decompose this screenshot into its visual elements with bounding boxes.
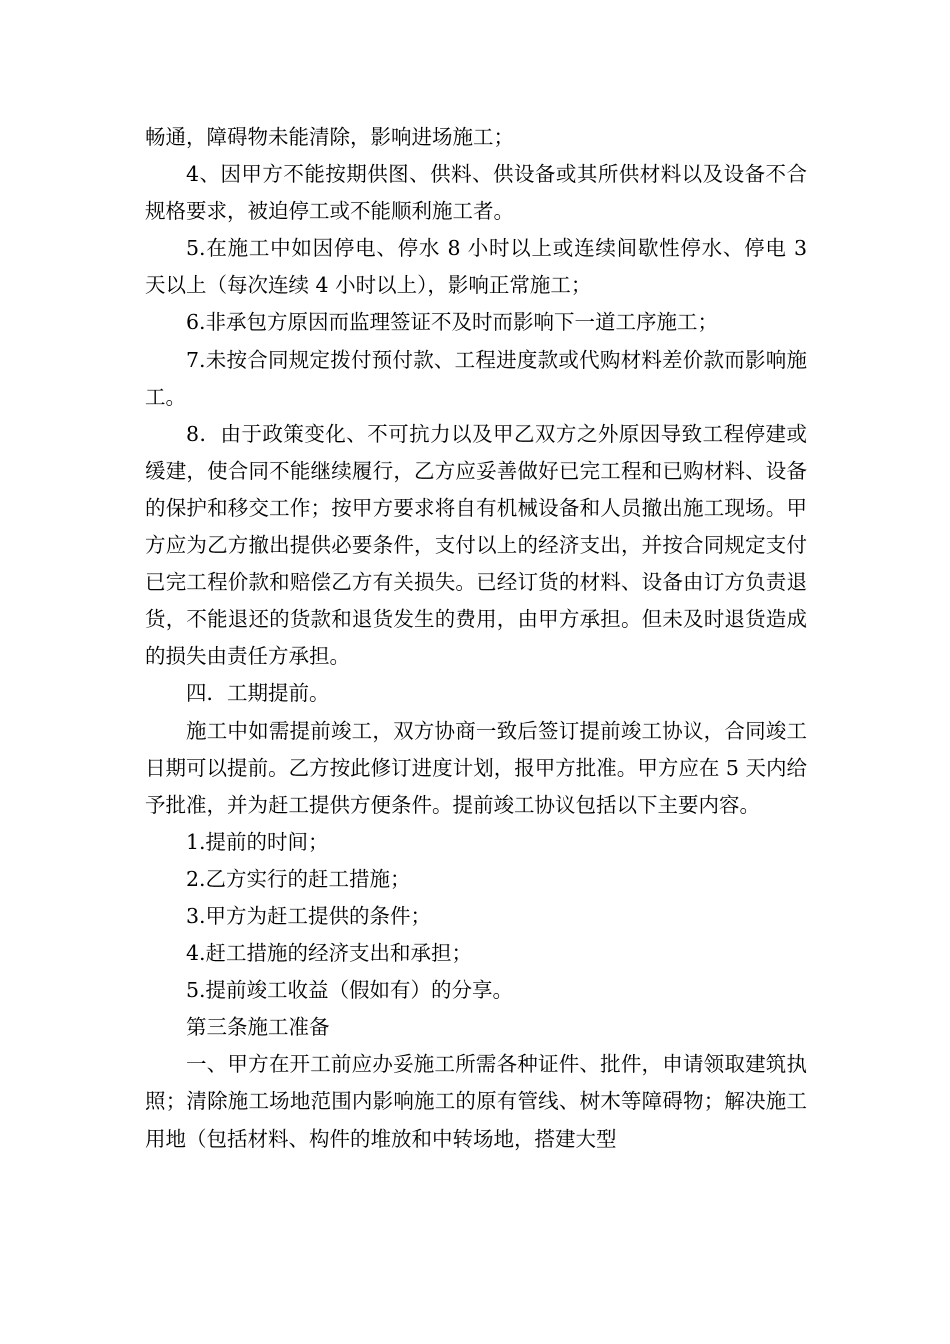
list-item-3: 3.甲方为赶工提供的条件； — [186, 903, 432, 928]
paragraph-early-completion: 施工中如需提前竣工，双方协商一致后签订提前竣工协议，合同竣工日期可以提前。乙方按此修订进度计划，报甲方批准。甲方应在 5 天内给予批准，并为赶工提供方便条件。提前竣工协议包括以下主要内容。 — [145, 718, 807, 817]
list-item-1: 1.提前的时间； — [186, 829, 329, 854]
paragraph-prep-item-1: 一、甲方在开工前应办妥施工所需各种证件、批件，申请领取建筑执照；清除施工场地范围内影响施工的原有管线、树木等障碍物；解决施工用地（包括材料、构件的堆放和中转场地，搭建大型 — [145, 1052, 807, 1151]
paragraph-item-7: 7.未按合同规定拨付预付款、工程进度款或代购材料差价款而影响施工。 — [145, 347, 807, 409]
list-item-4: 4.赶工措施的经济支出和承担； — [186, 941, 473, 966]
paragraph-item-4: 4、因甲方不能按期供图、供料、供设备或其所供材料以及设备不合规格要求，被迫停工或不能顺利施工者。 — [145, 162, 807, 224]
article-heading-construction-prep: 第三条施工准备 — [186, 1015, 330, 1040]
paragraph-item-5: 5.在施工中如因停电、停水 8 小时以上或连续间歇性停水、停电 3 天以上（每次连续 4 小时以上），影响正常施工； — [145, 236, 807, 298]
list-item-2: 2.乙方实行的赶工措施； — [186, 866, 411, 891]
paragraph-item-6: 6.非承包方原因而监理签证不及时而影响下一道工序施工； — [186, 310, 719, 335]
paragraph-item-8: 8．由于政策变化、不可抗力以及甲乙双方之外原因导致工程停建或缓建，使合同不能继续履行，乙方应妥善做好已完工程和已购材料、设备的保护和移交工作；按甲方要求将自有机械设备和人员撤出施工现场。甲方应为乙方撤出提供必要条件，支付以上的经济支出，并按合同规定支付已完工程价款和赔偿乙方有关损失。已经订货的材料、设备由订方负责退货，不能退还的货款和退货发生的费用，由甲方承担。但未及时退货造成的损失由责任方承担。 — [145, 421, 807, 669]
paragraph-continuation: 畅通，障碍物未能清除，影响进场施工； — [145, 125, 514, 149]
document-body — [145, 119, 807, 1158]
section-heading-schedule-advance: 四．工期提前。 — [186, 681, 330, 706]
list-item-5: 5.提前竣工收益（假如有）的分享。 — [186, 978, 514, 1003]
